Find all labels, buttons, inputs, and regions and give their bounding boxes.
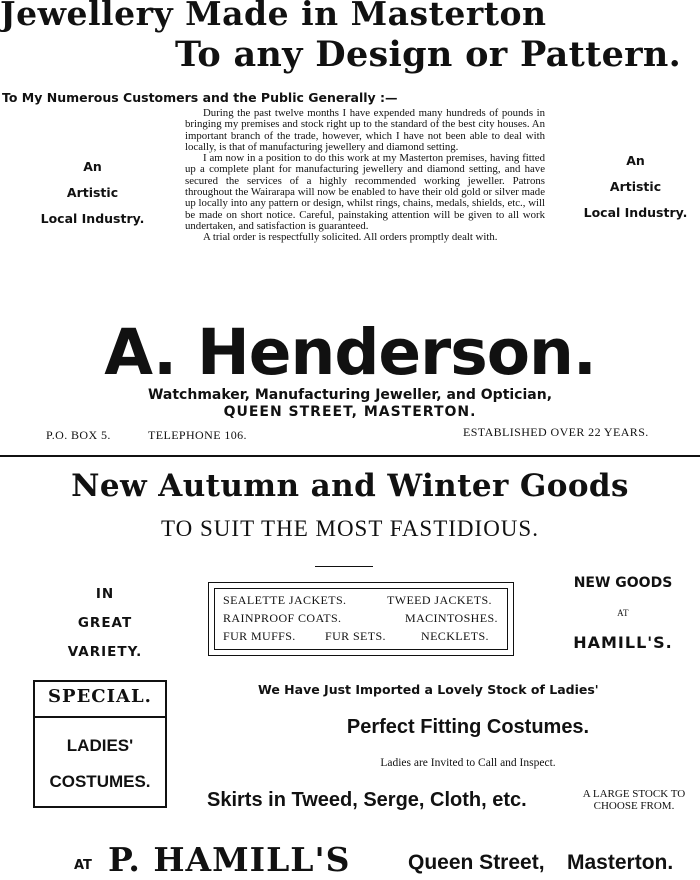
special-box <box>33 680 167 808</box>
body-paragraph: A trial order is respectfully solicited. All orders promptly dealt with. <box>203 231 498 244</box>
body-text <box>185 108 545 244</box>
large-stock-line: A LARGE STOCK TO <box>582 788 686 800</box>
footer-street: Queen Street, <box>408 851 545 874</box>
headline-design: To any Design or Pattern. <box>175 34 682 75</box>
headline-autumn-winter: New Autumn and Winter Goods <box>71 468 629 504</box>
goods-item: FUR MUFFS. <box>223 629 296 643</box>
goods-item: NECKLETS. <box>421 629 489 643</box>
at-label: AT <box>617 608 629 618</box>
salutation: To My Numerous Customers and the Public Generally :— <box>2 90 398 105</box>
variety-block <box>30 580 180 667</box>
right-side-block <box>568 148 700 226</box>
costumes-line: Perfect Fitting Costumes. <box>346 716 590 738</box>
body-paragraph: During the past twelve months I have expended many hundreds of pounds in bringing my premises and stock right up to the standard of the best city houses. An important branch of the trade, however, which I have not been able to deal with locally, is that of manufacturing jewellery and diamond setting. <box>185 107 545 153</box>
footer-town: Masterton. <box>567 851 674 874</box>
goods-item: SEALETTE JACKETS. <box>223 593 347 607</box>
short-rule <box>315 566 373 567</box>
hamills-label: HAMILL'S. <box>573 633 673 652</box>
special-rule <box>35 716 165 718</box>
right-side-line: An <box>626 153 645 168</box>
new-goods-label: NEW GOODS <box>573 575 673 591</box>
henderson-name: A. Henderson. <box>104 316 596 389</box>
left-side-line: An <box>83 159 102 174</box>
goods-box-inner <box>214 588 508 650</box>
goods-box <box>208 582 514 656</box>
subheadline-fastidious: TO SUIT THE MOST FASTIDIOUS. <box>161 516 539 541</box>
large-stock <box>568 788 700 812</box>
special-ladies: LADIES' <box>66 736 134 755</box>
skirts-line: Skirts in Tweed, Serge, Cloth, etc. <box>207 789 527 811</box>
variety-line: GREAT <box>77 615 133 631</box>
left-side-block <box>20 154 165 232</box>
invite-line: Ladies are Invited to Call and Inspect. <box>380 757 556 769</box>
special-costumes: COSTUMES. <box>49 772 151 791</box>
address-line: QUEEN STREET, MASTERTON. <box>223 404 477 420</box>
goods-item: TWEED JACKETS. <box>387 593 492 607</box>
left-side-line: Local Industry. <box>40 211 145 226</box>
footer-at: AT <box>74 858 92 873</box>
goods-item: RAINPROOF COATS. <box>223 611 342 625</box>
special-title: SPECIAL. <box>48 686 152 707</box>
po-box: P.O. BOX 5. <box>46 428 111 442</box>
variety-line: VARIETY. <box>67 644 143 660</box>
telephone: TELEPHONE 106. <box>148 428 247 442</box>
variety-line: IN <box>95 586 115 602</box>
right-side-line: Artistic <box>609 179 662 194</box>
goods-item: MACINTOSHES. <box>405 611 498 625</box>
left-side-line: Artistic <box>66 185 119 200</box>
divider-rule <box>0 455 700 457</box>
trades-line: Watchmaker, Manufacturing Jeweller, and Optician, <box>147 387 553 403</box>
headline-jewellery: Jewellery Made in Masterton <box>0 0 547 33</box>
goods-item: FUR SETS. <box>325 629 386 643</box>
right-side-line: Local Industry. <box>583 205 688 220</box>
established: ESTABLISHED OVER 22 YEARS. <box>463 425 649 439</box>
body-paragraph: I am now in a position to do this work at my Masterton premises, having fitted up a complete plant for manufacturing jewellery and diamond setting, and have secured the services of a highly recommended working jeweller. Patrons throughout the Wairarapa will now be enabled to have their old gold or silver made up locally into any pattern or design, whilst rings, chains, medals, shields, etc., will be made on short notice. Careful, painstaking attention will be given to all work undertaken, and satisfaction is guaranteed. <box>185 152 545 232</box>
large-stock-line: CHOOSE FROM. <box>593 800 675 812</box>
footer-hamill-name: P. HAMILL'S <box>108 840 351 879</box>
imported-line: We Have Just Imported a Lovely Stock of Ladies' <box>258 682 599 697</box>
